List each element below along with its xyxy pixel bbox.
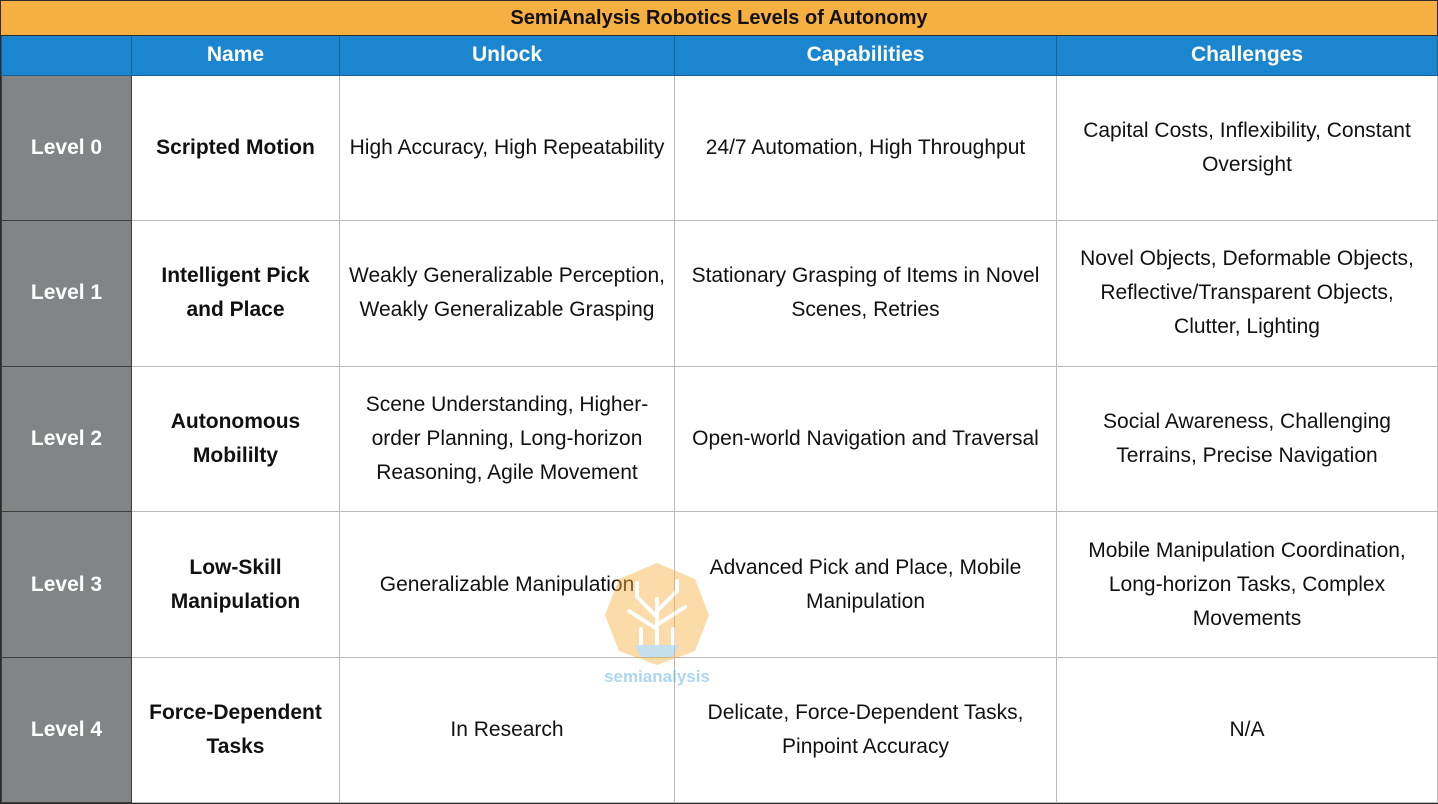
table-row [2,366,1438,512]
capabilities-cell: Advanced Pick and Place, Mobile Manipulation [675,512,1057,658]
challenges-cell: Social Awareness, Challenging Terrains, Precise Navigation [1057,366,1438,512]
challenges-cell: Novel Objects, Deformable Objects, Reflective/Transparent Objects, Clutter, Lighting [1057,221,1438,367]
header-row [2,36,1438,75]
autonomy-levels-grid [1,36,1438,803]
header-corner [2,36,132,75]
challenges-cell: N/A [1057,657,1438,803]
challenges-cell: Mobile Manipulation Coordination, Long-horizon Tasks, Complex Movements [1057,512,1438,658]
header-challenges: Challenges [1057,36,1438,75]
level-cell: Level 1 [2,221,132,367]
capabilities-cell: 24/7 Automation, High Throughput [675,75,1057,221]
header-capabilities: Capabilities [675,36,1057,75]
level-cell: Level 3 [2,512,132,658]
table-row [2,221,1438,367]
name-cell: Low-Skill Manipulation [132,512,340,658]
unlock-cell: In Research [340,657,675,803]
unlock-cell: High Accuracy, High Repeatability [340,75,675,221]
table-row [2,512,1438,658]
table-row [2,75,1438,221]
level-cell: Level 0 [2,75,132,221]
level-cell: Level 2 [2,366,132,512]
capabilities-cell: Stationary Grasping of Items in Novel Scenes, Retries [675,221,1057,367]
table-title: SemiAnalysis Robotics Levels of Autonomy [1,1,1437,36]
unlock-cell: Generalizable Manipulation [340,512,675,658]
level-cell: Level 4 [2,657,132,803]
header-name: Name [132,36,340,75]
name-cell: Scripted Motion [132,75,340,221]
challenges-cell: Capital Costs, Inflexibility, Constant Oversight [1057,75,1438,221]
header-unlock: Unlock [340,36,675,75]
unlock-cell: Scene Understanding, Higher-order Planning, Long-horizon Reasoning, Agile Movement [340,366,675,512]
table-row [2,657,1438,803]
watermark-text: semianalysis [604,667,710,686]
name-cell: Force-Dependent Tasks [132,657,340,803]
capabilities-cell: Open-world Navigation and Traversal [675,366,1057,512]
capabilities-cell: Delicate, Force-Dependent Tasks, Pinpoint Accuracy [675,657,1057,803]
unlock-cell: Weakly Generalizable Perception, Weakly Generalizable Grasping [340,221,675,367]
name-cell: Intelligent Pick and Place [132,221,340,367]
name-cell: Autonomous Mobililty [132,366,340,512]
